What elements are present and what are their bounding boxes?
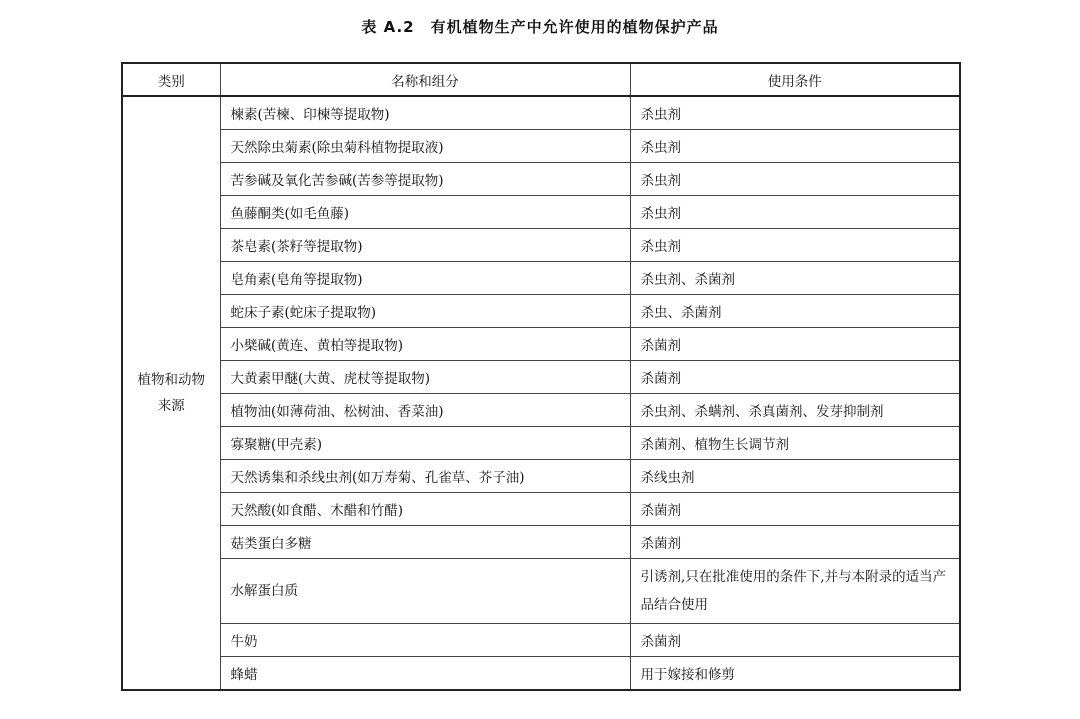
product-name-cell: 寡聚糖(甲壳素) bbox=[220, 427, 630, 460]
usage-condition-cell: 杀虫剂 bbox=[630, 196, 960, 229]
table-row bbox=[122, 295, 960, 328]
category-line: 植物和动物 bbox=[137, 372, 205, 388]
table-row bbox=[122, 526, 960, 559]
product-name-cell: 楝素(苦楝、印楝等提取物) bbox=[220, 96, 630, 130]
product-name-cell: 小檗碱(黄连、黄柏等提取物) bbox=[220, 328, 630, 361]
usage-condition-cell: 杀菌剂 bbox=[630, 328, 960, 361]
usage-condition-cell: 杀菌剂 bbox=[630, 361, 960, 394]
usage-condition-cell: 杀菌剂 bbox=[630, 493, 960, 526]
product-name-cell: 蛇床子素(蛇床子提取物) bbox=[220, 295, 630, 328]
table-row bbox=[122, 229, 960, 262]
product-name-cell: 蜂蜡 bbox=[220, 657, 630, 691]
table-row bbox=[122, 394, 960, 427]
usage-condition-cell: 引诱剂,只在批准使用的条件下,并与本附录的适当产品结合使用 bbox=[630, 559, 960, 624]
product-name-cell: 菇类蛋白多糖 bbox=[220, 526, 630, 559]
usage-condition-cell: 用于嫁接和修剪 bbox=[630, 657, 960, 691]
usage-condition-cell: 杀虫剂 bbox=[630, 96, 960, 130]
usage-condition-cell: 杀虫剂 bbox=[630, 163, 960, 196]
table-row bbox=[122, 427, 960, 460]
table-number: 表 A.2 bbox=[361, 18, 415, 36]
product-name-cell: 水解蛋白质 bbox=[220, 559, 630, 624]
product-name-cell: 皂角素(皂角等提取物) bbox=[220, 262, 630, 295]
table-title bbox=[0, 16, 1080, 37]
usage-condition-cell: 杀线虫剂 bbox=[630, 460, 960, 493]
table-row bbox=[122, 96, 960, 130]
table-row bbox=[122, 460, 960, 493]
plant-protection-products-table bbox=[121, 62, 961, 691]
header-condition: 使用条件 bbox=[630, 63, 960, 96]
table-row bbox=[122, 361, 960, 394]
table-body bbox=[122, 96, 960, 690]
usage-condition-cell: 杀虫剂 bbox=[630, 130, 960, 163]
product-name-cell: 大黄素甲醚(大黄、虎杖等提取物) bbox=[220, 361, 630, 394]
product-name-cell: 鱼藤酮类(如毛鱼藤) bbox=[220, 196, 630, 229]
product-name-cell: 牛奶 bbox=[220, 624, 630, 657]
usage-condition-cell: 杀菌剂、植物生长调节剂 bbox=[630, 427, 960, 460]
table-row bbox=[122, 657, 960, 691]
usage-condition-cell: 杀菌剂 bbox=[630, 624, 960, 657]
table-row bbox=[122, 328, 960, 361]
header-row bbox=[122, 63, 960, 96]
category-cell bbox=[122, 96, 220, 690]
usage-condition-cell: 杀虫剂、杀菌剂 bbox=[630, 262, 960, 295]
product-name-cell: 天然诱集和杀线虫剂(如万寿菊、孔雀草、芥子油) bbox=[220, 460, 630, 493]
table-row bbox=[122, 262, 960, 295]
usage-condition-cell: 杀虫、杀菌剂 bbox=[630, 295, 960, 328]
product-name-cell: 苦参碱及氧化苦参碱(苦参等提取物) bbox=[220, 163, 630, 196]
table-row bbox=[122, 130, 960, 163]
table-row bbox=[122, 624, 960, 657]
usage-condition-cell: 杀虫剂、杀螨剂、杀真菌剂、发芽抑制剂 bbox=[630, 394, 960, 427]
table-row bbox=[122, 493, 960, 526]
usage-condition-cell: 杀虫剂 bbox=[630, 229, 960, 262]
usage-condition-cell: 杀菌剂 bbox=[630, 526, 960, 559]
table-row bbox=[122, 559, 960, 624]
product-name-cell: 天然酸(如食醋、木醋和竹醋) bbox=[220, 493, 630, 526]
product-name-cell: 天然除虫菊素(除虫菊科植物提取液) bbox=[220, 130, 630, 163]
table-caption: 有机植物生产中允许使用的植物保护产品 bbox=[430, 18, 719, 36]
category-line: 来源 bbox=[157, 398, 185, 414]
table-row bbox=[122, 196, 960, 229]
product-name-cell: 植物油(如薄荷油、松树油、香菜油) bbox=[220, 394, 630, 427]
header-name: 名称和组分 bbox=[220, 63, 630, 96]
product-name-cell: 茶皂素(茶籽等提取物) bbox=[220, 229, 630, 262]
table-row bbox=[122, 163, 960, 196]
header-category: 类别 bbox=[122, 63, 220, 96]
